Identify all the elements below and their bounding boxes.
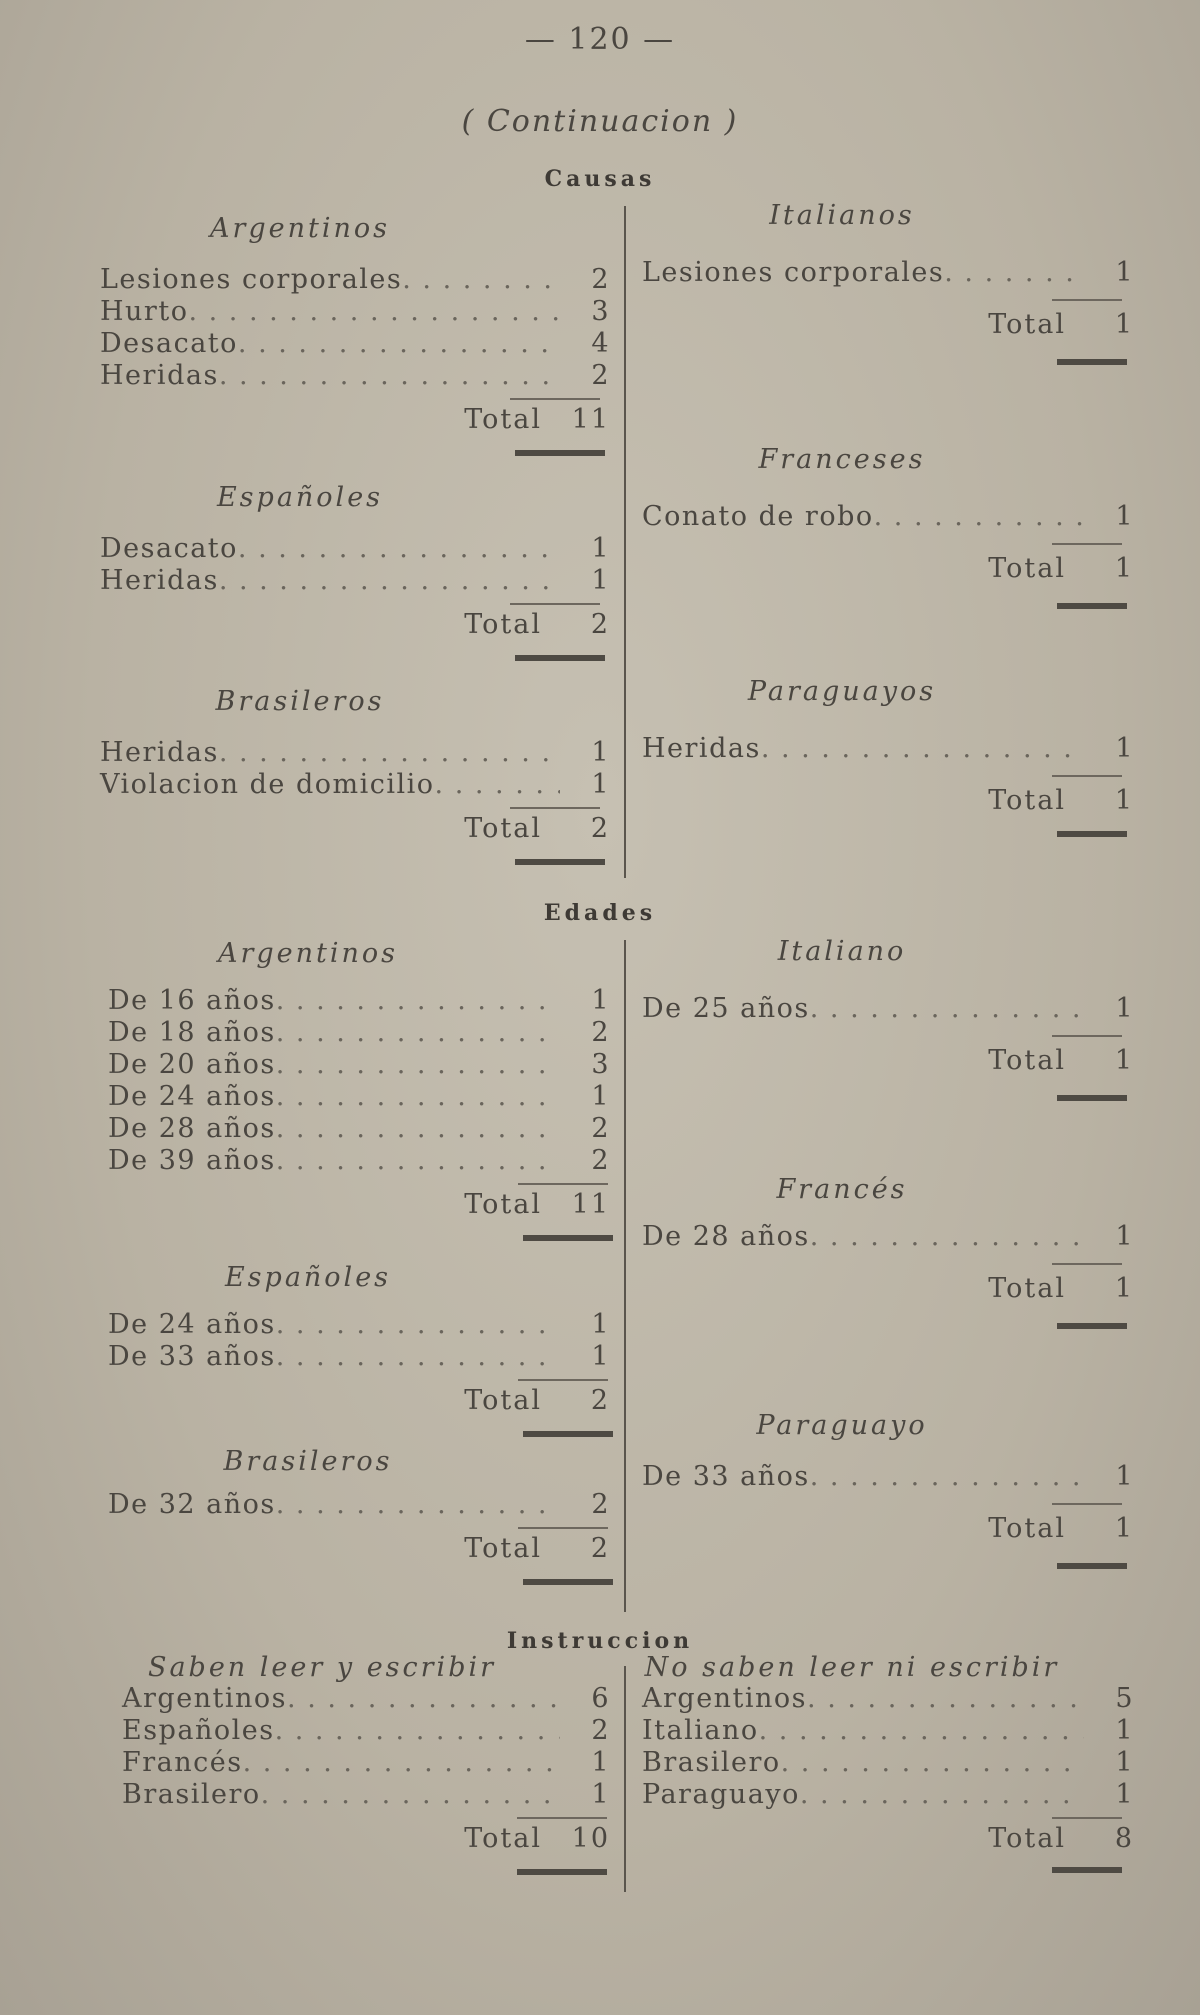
column-divider-edades	[624, 940, 626, 1612]
sum-rule	[1052, 1263, 1122, 1265]
edades-frances-block	[642, 1174, 1134, 1326]
table-row: Heridas . . . 2	[100, 360, 610, 392]
nationality-title: Argentinos	[217, 938, 399, 969]
total-row: Total 2	[464, 813, 610, 844]
edades-paraguayo-block	[642, 1410, 1134, 1566]
table-row: De 28 años . . . 1	[642, 1221, 1134, 1253]
table-row: Españoles . . . 2	[122, 1715, 610, 1747]
table-row: Lesiones corporales . . . 2	[100, 264, 610, 296]
total-row: Total 2	[464, 1385, 610, 1416]
nationality-title: Españoles	[216, 482, 384, 513]
table-row: Brasilero . . . 1	[122, 1779, 610, 1811]
table-row: De 25 años . . . 1	[642, 993, 1134, 1025]
causas-italianos-block	[642, 200, 1134, 362]
table-row: De 33 años . . . 1	[642, 1461, 1134, 1493]
total-rule	[1052, 1867, 1122, 1870]
total-rule	[1057, 359, 1127, 362]
sum-rule	[510, 398, 600, 400]
instruccion-no-saben-block	[642, 1652, 1134, 1870]
total-rule	[523, 1579, 613, 1582]
causas-brasileros-block	[100, 686, 610, 862]
table-row: Paraguayo . . . 1	[642, 1779, 1134, 1811]
total-rule	[1057, 1095, 1127, 1098]
nationality-title: Paraguayo	[756, 1410, 928, 1441]
sum-rule	[1052, 299, 1122, 301]
table-row: Francés . . . 1	[122, 1747, 610, 1779]
total-rule	[1057, 603, 1127, 606]
causas-argentinos-block	[100, 213, 610, 453]
table-row: De 24 años . . . 1	[108, 1081, 610, 1113]
nationality-title: Italianos	[769, 200, 915, 231]
total-row: Total 2	[464, 1533, 610, 1564]
total-rule	[515, 655, 605, 658]
total-row: Total 10	[464, 1823, 610, 1854]
total-rule	[523, 1431, 613, 1434]
edades-espanoles-block	[108, 1262, 610, 1434]
edades-brasileros-block	[108, 1446, 610, 1582]
sum-rule	[1052, 1503, 1122, 1505]
nationality-title: Franceses	[758, 444, 926, 475]
table-row: Italiano . . . 1	[642, 1715, 1134, 1747]
total-row: Total 8	[988, 1823, 1134, 1854]
total-rule	[1057, 1563, 1127, 1566]
total-rule	[1057, 831, 1127, 834]
total-row: Total 1	[988, 309, 1134, 340]
table-row: Desacato . . . 4	[100, 328, 610, 360]
table-row: Heridas . . . 1	[100, 737, 610, 769]
edades-argentinos-block	[108, 938, 610, 1238]
total-row: Total 1	[988, 1045, 1134, 1076]
sum-rule	[518, 1379, 608, 1381]
table-row: Heridas . . . 1	[642, 733, 1134, 765]
total-rule	[1057, 1323, 1127, 1326]
table-row: Brasilero . . . 1	[642, 1747, 1134, 1779]
sum-rule	[1052, 775, 1122, 777]
nationality-title: Brasileros	[223, 1446, 393, 1477]
total-row: Total 1	[988, 1273, 1134, 1304]
sum-rule	[517, 1817, 607, 1819]
causas-paraguayos-block	[642, 676, 1134, 834]
total-rule	[523, 1235, 613, 1238]
table-row: Argentinos . . . 6	[122, 1683, 610, 1715]
column-divider-causas	[624, 206, 626, 878]
table-row: Heridas . . . 1	[100, 565, 610, 597]
nationality-title: Paraguayos	[747, 676, 937, 707]
sum-rule	[1052, 1035, 1122, 1037]
total-row: Total 11	[464, 1189, 610, 1220]
table-row: Desacato . . . 1	[100, 533, 610, 565]
table-row: Lesiones corporales . . . 1	[642, 257, 1134, 289]
table-row: De 16 años . . . 1	[108, 985, 610, 1017]
table-row: De 18 años . . . 2	[108, 1017, 610, 1049]
section-heading-causas: Causas	[544, 166, 656, 192]
column-divider-instruccion	[624, 1666, 626, 1892]
sum-rule	[510, 807, 600, 809]
table-row: Hurto . . . 3	[100, 296, 610, 328]
edades-italiano-block	[642, 936, 1134, 1098]
table-row: De 20 años . . . 3	[108, 1049, 610, 1081]
causas-espanoles-block	[100, 482, 610, 658]
table-row: Argentinos . . . 5	[642, 1683, 1134, 1715]
total-row: Total 1	[988, 553, 1134, 584]
sum-rule	[518, 1527, 608, 1529]
table-row: De 33 años . . . 1	[108, 1341, 610, 1373]
nationality-title: Españoles	[224, 1262, 392, 1293]
nationality-title: Argentinos	[209, 213, 391, 244]
total-rule	[517, 1869, 607, 1872]
page-number: — 120 —	[524, 22, 676, 57]
total-rule	[515, 450, 605, 453]
table-row: Violacion de domicilio . . . 1	[100, 769, 610, 801]
table-row: De 32 años . . . 2	[108, 1489, 610, 1521]
nationality-title: Italiano	[777, 936, 907, 967]
total-rule	[515, 859, 605, 862]
causas-franceses-block	[642, 444, 1134, 606]
sum-rule	[510, 603, 600, 605]
sum-rule	[518, 1183, 608, 1185]
table-row: De 24 años . . . 1	[108, 1309, 610, 1341]
total-row: Total 11	[464, 404, 610, 435]
section-heading-instruccion: Instruccion	[506, 1628, 694, 1654]
group-title: No saben leer ni escribir	[644, 1652, 1060, 1683]
total-row: Total 2	[464, 609, 610, 640]
sum-rule	[1052, 543, 1122, 545]
nationality-title: Francés	[776, 1174, 908, 1205]
total-row: Total 1	[988, 785, 1134, 816]
continuation-note: ( Continuacion )	[461, 104, 739, 139]
nationality-title: Brasileros	[215, 686, 385, 717]
table-row: De 39 años . . . 2	[108, 1145, 610, 1177]
sum-rule	[1052, 1817, 1122, 1819]
total-row: Total 1	[988, 1513, 1134, 1544]
group-title: Saben leer y escribir	[147, 1652, 497, 1683]
instruccion-saben-block	[122, 1652, 610, 1872]
section-heading-edades: Edades	[543, 900, 657, 926]
table-row: Conato de robo . . . 1	[642, 501, 1134, 533]
table-row: De 28 años . . . 2	[108, 1113, 610, 1145]
